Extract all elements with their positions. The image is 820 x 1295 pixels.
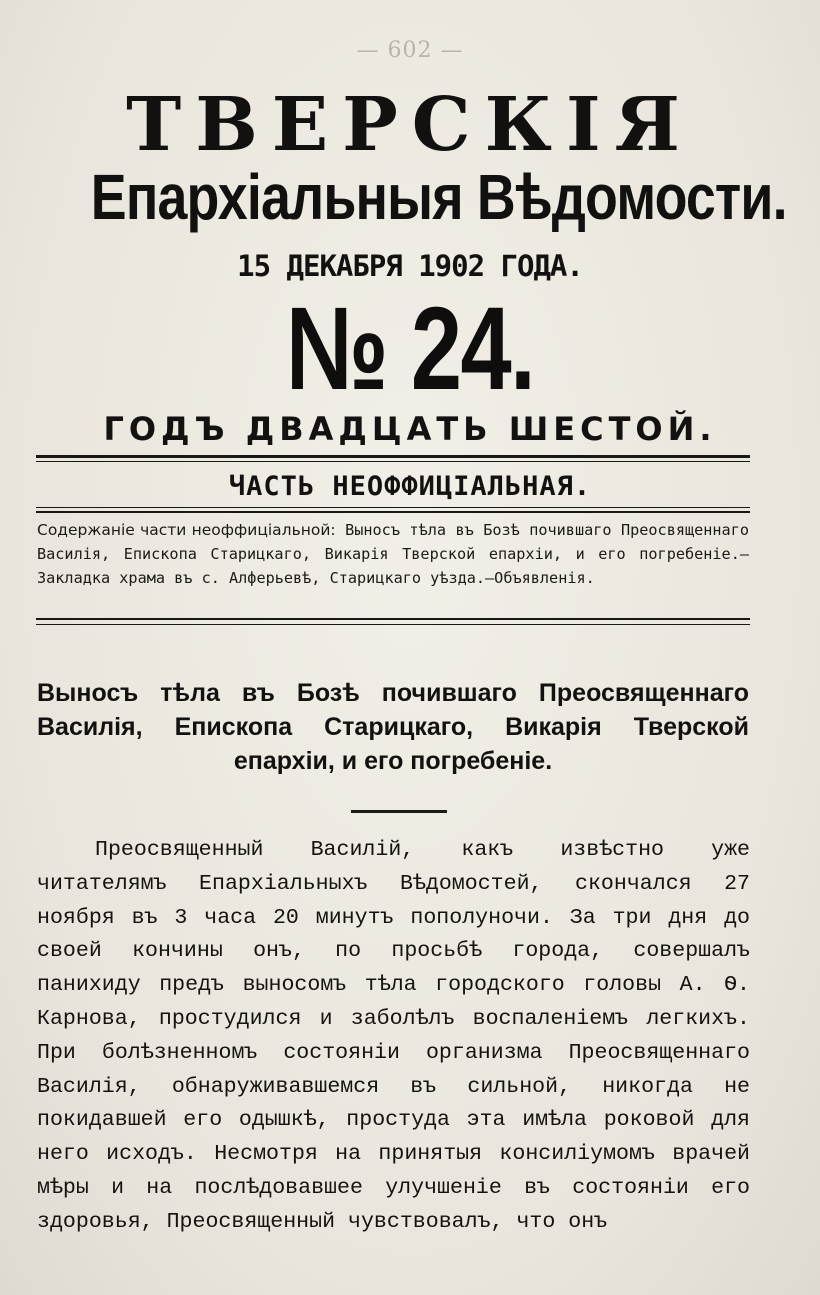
table-of-contents (37, 518, 749, 590)
masthead-title: ТВЕРСКІЯ (126, 82, 694, 168)
divider-rule-thin (36, 624, 750, 625)
masthead-subtitle: Епархіальныя Вѣдомости. (90, 161, 787, 233)
bleed-through-page-number: — 602 — (356, 38, 464, 63)
divider-rule-thin (36, 461, 750, 462)
issue-number: № 24. (285, 283, 535, 415)
publication-year: ГОДЪ ДВАДЦАТЬ ШЕСТОЙ. (103, 410, 717, 448)
article-paragraph: Преосвященный Василій, какъ извѣстно уже читателямъ Епархіальныхъ Вѣдомостей, скончался 27 ноября въ 3 часа 20 минутъ пополуночи. За три дня до своей кончины онъ, по просьбѣ города, совершалъ панихиду предъ выносомъ тѣла городского головы А. Ѳ. Карнова, простудился и заболѣлъ воспаленіемъ легкихъ. При болѣзненномъ состояніи организма Преосвященнаго Василія, обнаруживавшемся въ сильной, никогда не покидавшей его одышкѣ, простуда эта имѣла роковой для него исходъ. Несмотря на принятыя консиліумомъ врачей мѣры и на послѣдовавшее улучшеніе въ состояніи его здоровья, Преосвященный чувствовалъ, что онъ (37, 838, 750, 1234)
article-body (37, 834, 750, 1240)
divider-rule-thick (36, 455, 750, 458)
issue-date: 15 ДЕКАБРЯ 1902 ГОДА. (237, 249, 583, 283)
divider-rule-thick (36, 618, 750, 620)
contents-label: Содержаніе части неоффиціальной: (37, 521, 336, 539)
section-title: ЧАСТЬ НЕОФФИЦІАЛЬНАЯ. (228, 471, 592, 502)
contents-text: Выносъ тѣла въ Бозѣ почившаго Преосвященнаго Василія, Епископа Старицкаго, Викарія Тверской епархіи, и его погребеніе.—Закладка храма въ с. Алферьевѣ, Старицкаго уѣзда.—Объявленія. (37, 521, 749, 587)
divider-rule-thick (36, 511, 750, 513)
article-title: Выносъ тѣла въ Бозѣ почившаго Преосвященнаго Василія, Епископа Старицкаго, Викарія Тверской епархіи, и его погребеніе. (37, 679, 749, 775)
divider-rule-thin (36, 507, 750, 508)
title-separator (351, 810, 447, 813)
